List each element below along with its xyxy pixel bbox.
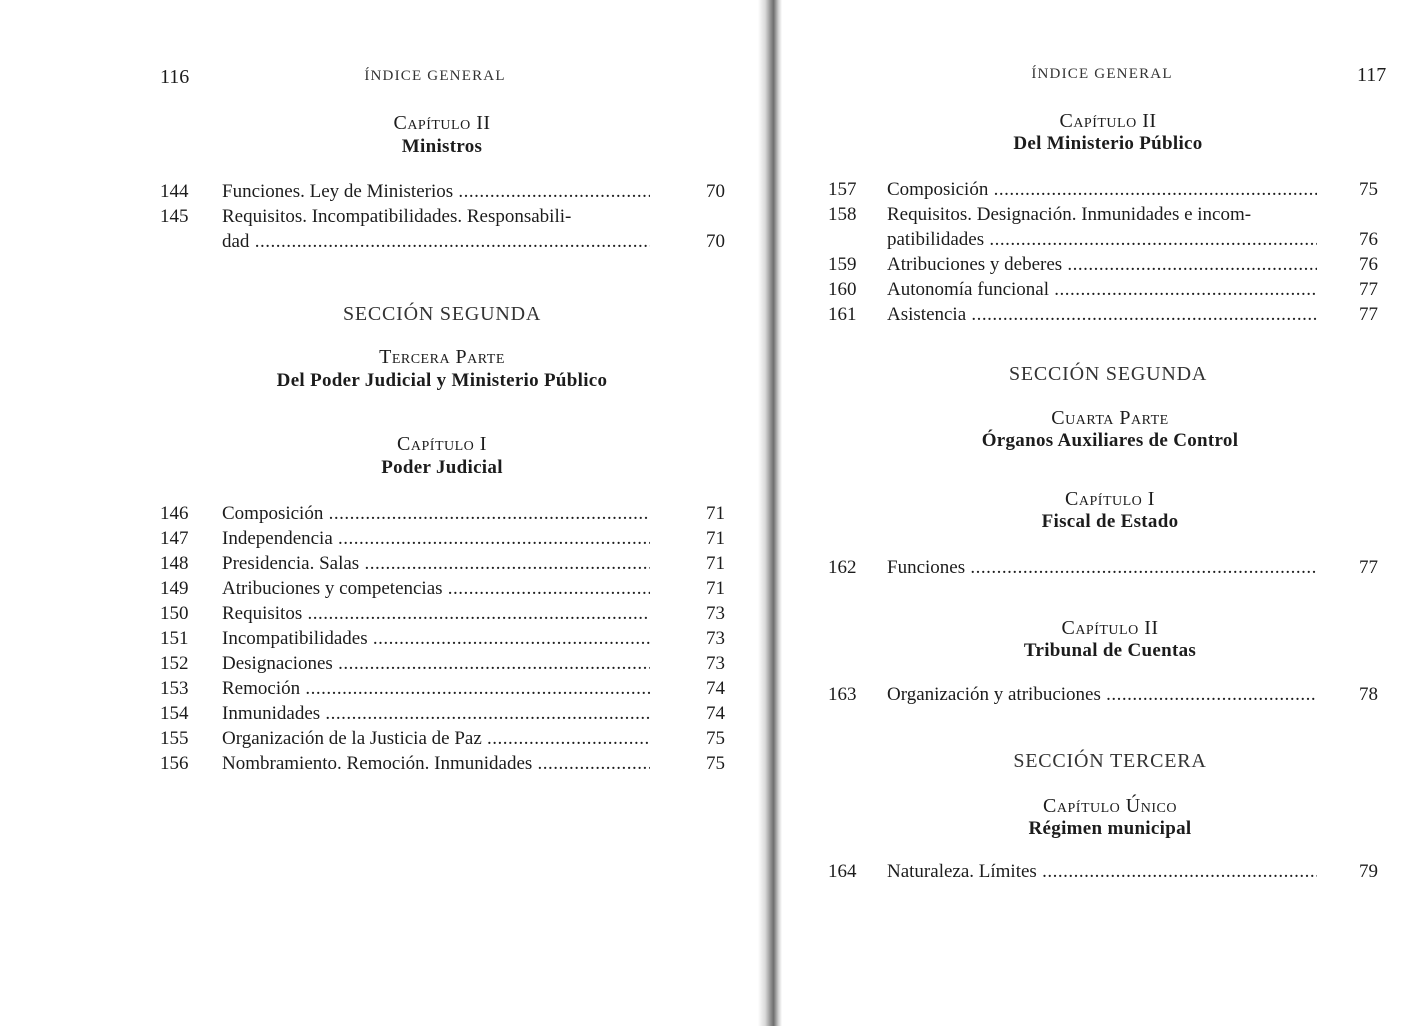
part-label: Cuarta Parte — [1051, 407, 1169, 429]
chapter-label: Capítulo I — [397, 433, 487, 455]
entry-title: Incompatibilidades ..... — [222, 628, 650, 650]
entry-article-number: 156 — [160, 753, 189, 774]
entry-page-number: 73 — [706, 628, 725, 649]
toc-entry — [828, 684, 1378, 708]
entry-article-number: 159 — [828, 254, 857, 275]
entry-title: Funciones. Ley de Ministerios ..... — [222, 181, 650, 203]
page-number: 117 — [1357, 64, 1387, 86]
entry-title: Inmunidades ..... — [222, 703, 650, 725]
entry-article-number: 146 — [160, 503, 189, 524]
chapter-title: Poder Judicial — [381, 457, 503, 478]
entry-article-number: 157 — [828, 179, 857, 200]
running-head: ÍNDICE GENERAL — [1031, 66, 1173, 82]
entry-page-number: 75 — [1359, 179, 1378, 200]
toc-entry — [828, 254, 1378, 278]
chapter-title: Del Ministerio Público — [1013, 133, 1203, 154]
toc-entry — [160, 528, 725, 552]
entry-page-number: 76 — [1359, 254, 1378, 275]
entry-title: Independencia ..... — [222, 528, 650, 550]
entry-page-number: 74 — [706, 678, 725, 699]
entry-article-number: 150 — [160, 603, 189, 624]
entry-title: Designaciones ..... — [222, 653, 650, 675]
entry-title: Requisitos. Incompatibilidades. Responsabili- — [222, 206, 572, 227]
entry-page-number: 71 — [706, 578, 725, 599]
chapter-label: Capítulo II — [1059, 110, 1157, 132]
entry-page-number: 70 — [706, 181, 725, 202]
chapter-title: Fiscal de Estado — [1041, 511, 1179, 532]
section-heading: SECCIÓN SEGUNDA — [342, 303, 542, 325]
page-number: 116 — [160, 66, 190, 88]
chapter-title: Tribunal de Cuentas — [1023, 640, 1197, 661]
chapter-title: Ministros — [401, 136, 483, 157]
entry-title: Composición ..... — [887, 179, 1317, 201]
toc-entry — [828, 204, 1378, 228]
entry-page-number: 79 — [1359, 861, 1378, 882]
entry-title: Asistencia ..... — [887, 304, 1317, 326]
right-page — [760, 0, 1420, 1026]
entry-page-number: 76 — [1359, 229, 1378, 250]
chapter-label: Capítulo II — [1061, 617, 1159, 639]
toc-entry — [160, 603, 725, 627]
toc-entry — [160, 553, 725, 577]
entry-page-number: 71 — [706, 553, 725, 574]
entry-article-number: 153 — [160, 678, 189, 699]
entry-page-number: 70 — [706, 231, 725, 252]
toc-entry — [160, 578, 725, 602]
entry-title: Composición ..... — [222, 503, 650, 525]
toc-entry — [828, 304, 1378, 328]
entry-article-number: 160 — [828, 279, 857, 300]
entry-title: Funciones ..... — [887, 557, 1317, 579]
entry-page-number: 73 — [706, 603, 725, 624]
entry-page-number: 77 — [1359, 279, 1378, 300]
entry-page-number: 77 — [1359, 557, 1378, 578]
toc-entry — [160, 678, 725, 702]
entry-article-number: 164 — [828, 861, 857, 882]
entry-article-number: 163 — [828, 684, 857, 705]
toc-entry — [160, 753, 725, 777]
entry-title: Nombramiento. Remoción. Inmunidades ..... — [222, 753, 650, 775]
entry-title: Requisitos. Designación. Inmunidades e incom- — [887, 204, 1252, 225]
section-heading: SECCIÓN SEGUNDA — [1008, 363, 1208, 385]
toc-entry — [828, 557, 1378, 581]
entry-page-number: 71 — [706, 503, 725, 524]
entry-title: Remoción ..... — [222, 678, 650, 700]
entry-article-number: 152 — [160, 653, 189, 674]
entry-article-number: 162 — [828, 557, 857, 578]
part-title: Del Poder Judicial y Ministerio Público — [276, 370, 608, 391]
toc-entry — [160, 653, 725, 677]
running-head: ÍNDICE GENERAL — [364, 68, 506, 84]
entry-title: Presidencia. Salas ..... — [222, 553, 650, 575]
toc-entry — [828, 279, 1378, 303]
chapter-label: Capítulo I — [1065, 488, 1155, 510]
toc-entry — [160, 206, 725, 230]
toc-entry — [160, 703, 725, 727]
entry-title: dad ..... — [222, 231, 650, 253]
entry-page-number: 74 — [706, 703, 725, 724]
entry-page-number: 78 — [1359, 684, 1378, 705]
entry-article-number: 155 — [160, 728, 189, 749]
toc-entry — [160, 503, 725, 527]
entry-page-number: 71 — [706, 528, 725, 549]
entry-article-number: 161 — [828, 304, 857, 325]
toc-entry — [828, 179, 1378, 203]
toc-entry — [160, 181, 725, 205]
toc-entry — [160, 231, 725, 255]
part-title: Órganos Auxiliares de Control — [981, 430, 1239, 451]
entry-page-number: 75 — [706, 753, 725, 774]
entry-article-number: 158 — [828, 204, 857, 225]
entry-title: Autonomía funcional ..... — [887, 279, 1317, 301]
entry-article-number: 144 — [160, 181, 189, 202]
entry-article-number: 149 — [160, 578, 189, 599]
toc-entry — [160, 728, 725, 752]
entry-page-number: 73 — [706, 653, 725, 674]
entry-title: Organización y atribuciones ..... — [887, 684, 1317, 706]
entry-article-number: 151 — [160, 628, 189, 649]
part-label: Tercera Parte — [379, 346, 505, 368]
chapter-label: Capítulo Único — [1043, 795, 1177, 817]
entry-title: Atribuciones y deberes ..... — [887, 254, 1317, 276]
entry-page-number: 75 — [706, 728, 725, 749]
entry-article-number: 154 — [160, 703, 189, 724]
entry-article-number: 145 — [160, 206, 189, 227]
chapter-label: Capítulo II — [393, 112, 491, 134]
entry-title: Naturaleza. Límites ..... — [887, 861, 1317, 883]
entry-article-number: 148 — [160, 553, 189, 574]
entry-article-number: 147 — [160, 528, 189, 549]
entry-title: Requisitos ..... — [222, 603, 650, 625]
entry-page-number: 77 — [1359, 304, 1378, 325]
toc-entry — [160, 628, 725, 652]
entry-title: Organización de la Justicia de Paz ..... — [222, 728, 650, 750]
section-heading: SECCIÓN TERCERA — [1013, 750, 1207, 772]
toc-entry — [828, 861, 1378, 885]
entry-title: patibilidades ..... — [887, 229, 1317, 251]
entry-title: Atribuciones y competencias ..... — [222, 578, 650, 600]
chapter-title: Régimen municipal — [1028, 818, 1192, 839]
toc-entry — [828, 229, 1378, 253]
